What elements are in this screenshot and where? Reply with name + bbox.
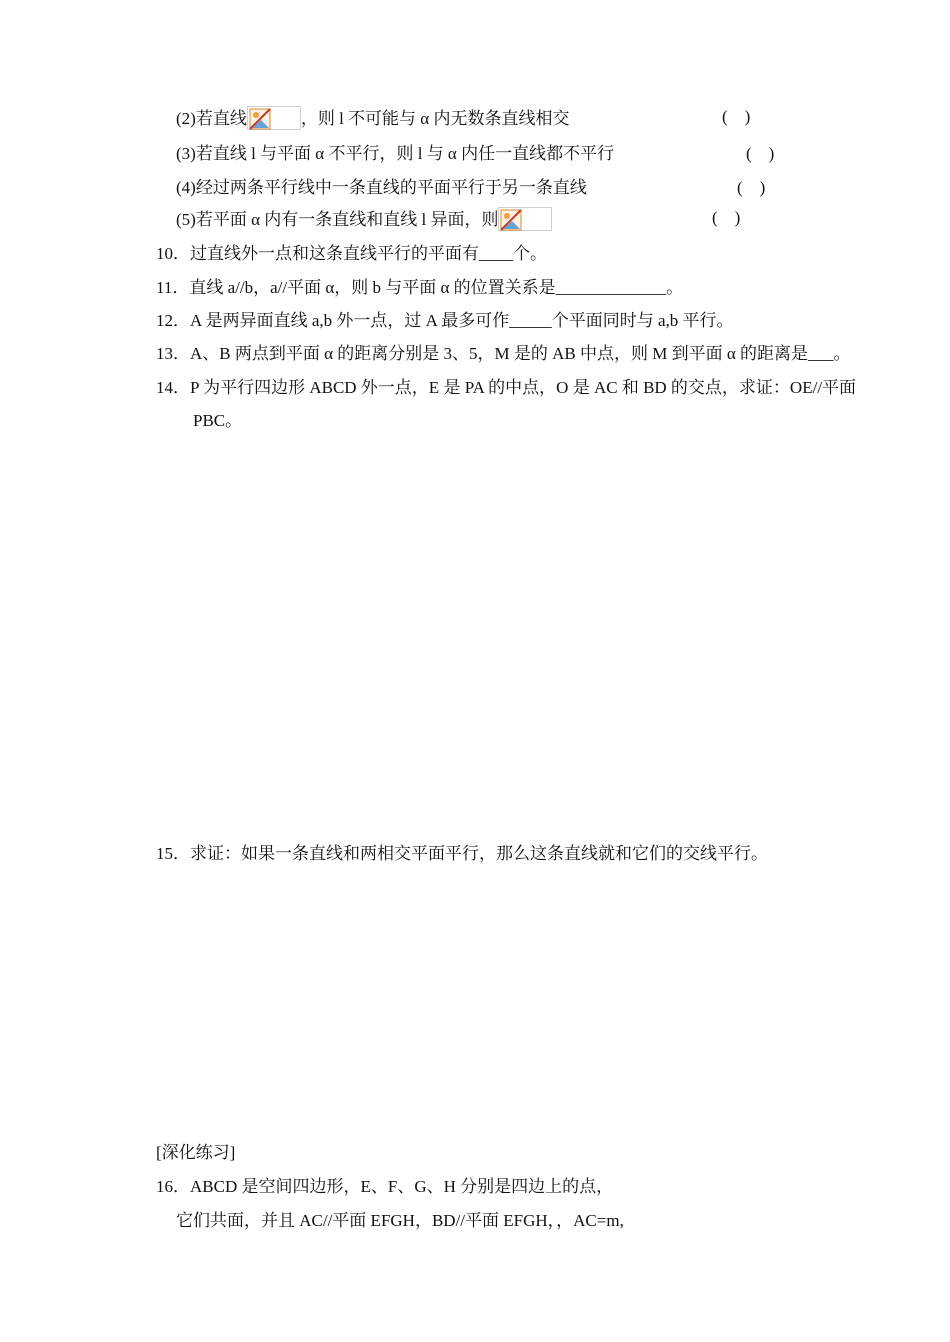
question-12: 12．A 是两异面直线 a,b 外一点，过 A 最多可作_____个平面同时与 a,b 平行。 (156, 311, 734, 330)
question-16-line-1: 16．ABCD 是空间四边形，E、F、G、H 分别是四边上的点， (156, 1177, 614, 1196)
q9-item-2-text-before: (2)若直线 (176, 109, 247, 128)
question-11: 11．直线 a//b，a//平面 α，则 b 与平面 α 的位置关系是_____________。 (156, 278, 684, 297)
q9-item-4 (176, 177, 587, 199)
question-13: 13．A、B 两点到平面 α 的距离分别是 3、5，M 是的 AB 中点，则 M 到平面 α 的距离是___。 (156, 344, 851, 363)
q9-item-4-answer-paren: ( ) (737, 178, 766, 197)
broken-image-icon (498, 207, 552, 231)
q9-item-3-answer-paren: ( ) (746, 144, 775, 163)
q9-item-2-answer-paren: ( ) (722, 107, 751, 126)
q9-item-5 (176, 207, 552, 231)
q9-item-2-text-after: ，则 l 不可能与 α 内无数条直线相交 (300, 109, 570, 128)
question-10: 10．过直线外一点和这条直线平行的平面有____个。 (156, 244, 547, 263)
q9-item-4-text: (4)经过两条平行线中一条直线的平面平行于另一条直线 (176, 178, 587, 197)
q9-item-3-text: (3)若直线 l 与平面 α 不平行，则 l 与 α 内任一直线都不平行 (176, 144, 615, 163)
q9-item-5-text: (5)若平面 α 内有一条直线和直线 l 异面，则 (176, 210, 499, 229)
question-16-line-2: 它们共面，并且 AC//平面 EFGH，BD//平面 EFGH，，AC=m, (176, 1211, 624, 1230)
q9-item-5-answer-paren: ( ) (712, 208, 741, 227)
question-14-line-2: PBC。 (193, 411, 243, 430)
question-14-line-1: 14．P 为平行四边形 ABCD 外一点，E 是 PA 的中点，O 是 AC 和 BD 的交点，求证：OE//平面 (156, 378, 857, 397)
section-title: [深化练习] (156, 1143, 236, 1162)
q9-item-3 (176, 143, 614, 165)
question-15: 15．求证：如果一条直线和两相交平面平行，那么这条直线就和它们的交线平行。 (156, 844, 768, 863)
q9-item-2 (176, 106, 569, 130)
broken-image-icon (247, 106, 301, 130)
